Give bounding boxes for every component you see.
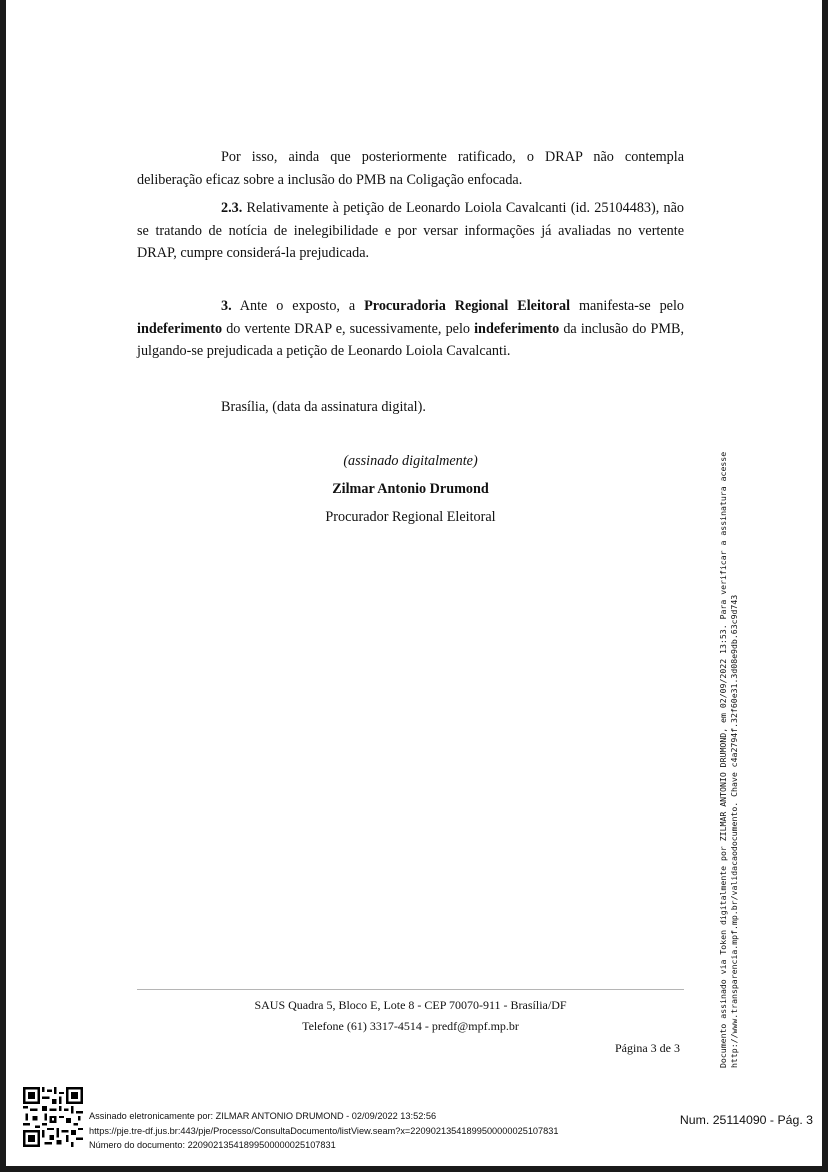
signatory-name: Zilmar Antonio Drumond — [332, 481, 489, 497]
paragraph-conclusion — [137, 146, 684, 191]
footer-divider — [137, 989, 684, 990]
paragraph-2-3-text: Relativamente à petição de Leonardo Loiola Cavalcanti (id. 25104483), não se tratando de notícia de inelegibilidade e por versar informações já avaliadas no vertente DRAP, cumpre considerá-la prejudicada. — [137, 200, 684, 261]
vertical-stamp-line-2: http://www.transparencia.mpf.mp.br/validacaodocumento. Chave c4a2794f.32f60e31.3d08e9db.63c9d743 — [729, 594, 739, 1068]
paragraph-3-text-part: da inclusão do PMB, julgando-se prejudicada a petição de Leonardo Loiola Cavalcanti. — [137, 320, 685, 359]
qr-code-icon — [23, 1087, 83, 1147]
paragraph-2-3 — [137, 197, 684, 265]
document-page — [6, 0, 822, 1166]
paragraph-3-bold-term: indeferimento — [137, 320, 223, 337]
footer-address: SAUS Quadra 5, Bloco E, Lote 8 - CEP 70070-911 - Brasília/DF — [254, 998, 567, 1012]
signature-note: (assinado digitalmente) — [343, 453, 478, 469]
place-date-line — [137, 396, 684, 419]
place-date-text: Brasília, (data da assinatura digital). — [221, 399, 426, 415]
paragraph-3-text-part: Ante o exposto, a — [231, 298, 365, 314]
paragraph-3-bold-entity: Procuradoria Regional Eleitoral — [364, 298, 571, 314]
page-number: Página 3 de 3 — [615, 1041, 680, 1055]
paragraph-3-bold-term: indeferimento — [474, 320, 560, 337]
signed-by-text: Assinado eletronicamente por: ZILMAR ANTONIO DRUMOND - 02/09/2022 13:52:56 — [89, 1111, 437, 1121]
document-url-link[interactable]: https://pje.tre-df.jus.br:443/pje/Processo/ConsultaDocumento/listView.seam?x=22090213541899500000025107831 — [89, 1126, 559, 1136]
section-number-3: 3. — [221, 298, 232, 314]
num-page-label: Num. 25114090 - Pág. 3 — [679, 1113, 813, 1127]
paragraph-3 — [137, 295, 684, 363]
signatory-title: Procurador Regional Eleitoral — [325, 509, 496, 525]
paragraph-conclusion-text: Por isso, ainda que posteriormente ratificado, o DRAP não contempla deliberação eficaz sobre a inclusão do PMB na Coligação enfocada. — [137, 149, 684, 188]
vertical-signature-stamp — [718, 338, 746, 1068]
paragraph-3-text-part: manifesta-se pelo — [570, 298, 685, 314]
vertical-stamp-line-1: Documento assinado via Token digitalmente por ZILMAR ANTONIO DRUMOND, em 02/09/2022 13:53. Para verificar a assinatura acesse — [718, 451, 728, 1068]
section-number-2-3: 2.3. — [221, 200, 243, 216]
paragraph-3-text-part: do vertente DRAP e, sucessivamente, pelo — [222, 320, 475, 337]
document-number-text: Número do documento: 22090213541899500000025107831 — [89, 1140, 336, 1150]
footer-phone: Telefone (61) 3317-4514 - predf@mpf.mp.br — [302, 1019, 519, 1033]
